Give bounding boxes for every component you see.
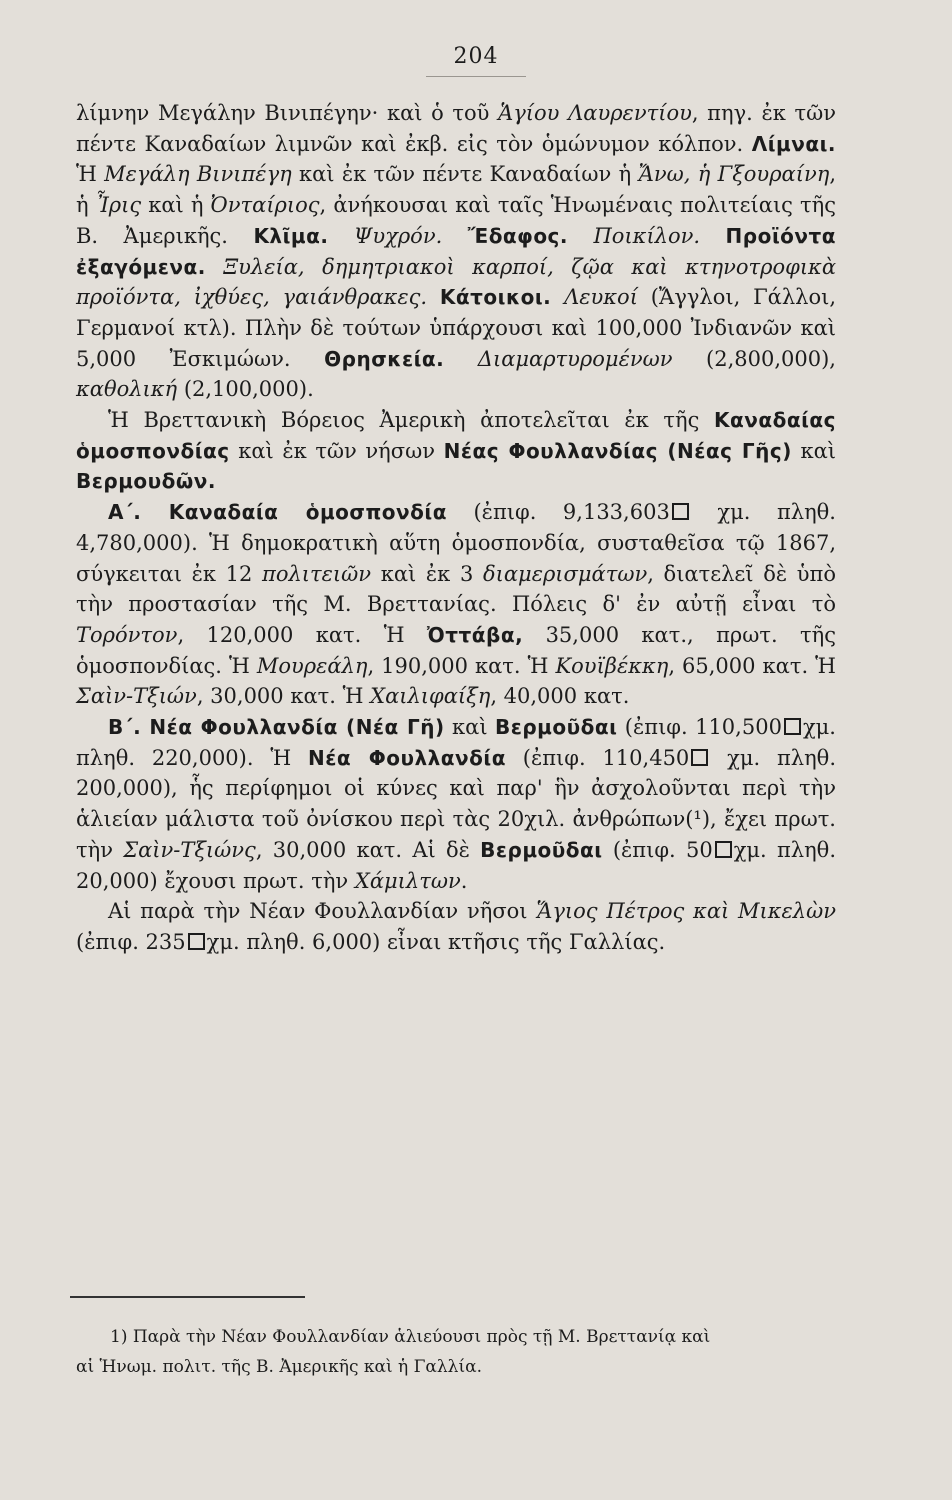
italic-run: Ἅγιος Πέτρος καὶ Μικελὼν: [536, 899, 836, 924]
text-run: καὶ: [791, 438, 836, 463]
section-heading: Κάτοικοι.: [439, 285, 552, 310]
section-heading: Β΄. Νέα Φουλλανδία (Νέα Γῆ): [108, 715, 445, 740]
italic-run: Κουϊβέκκη: [555, 653, 669, 678]
section-heading: Νέα Φουλλανδία: [308, 745, 506, 770]
page-body: [76, 98, 836, 958]
italic-run: Ψυχρόν.: [353, 223, 443, 248]
text-run: (2,800,000),: [672, 346, 836, 371]
paragraph-british-north-america: [76, 405, 836, 497]
text-run: (Ἄγγλοι, Γάλλοι, Γερμανοί κτλ). Πλὴν δὲ τούτων ὑπάρχουσι καὶ 100,000 Ἰνδιανῶν καὶ 5,000 Ἐσκιμώων.: [76, 285, 836, 371]
text-run: [206, 255, 224, 279]
text-run: , 40,000 κατ.: [490, 684, 630, 709]
text-run: καὶ ἐκ 3: [371, 561, 483, 586]
text-run: , 65,000 κατ. Ἡ: [668, 653, 836, 678]
italic-run: καθολική: [76, 377, 178, 402]
text-run: , πηγ. ἐκ τῶν πέντε Καναδαίων λιμνῶν καὶ ἐκβ. εἰς τὸν ὁμώνυμον κόλπον.: [76, 101, 836, 156]
section-heading: Λίμναι.: [751, 131, 836, 156]
italic-run: Σαὶν-Τξιώνς: [123, 837, 256, 862]
text-run: [568, 224, 593, 248]
italic-run: πολιτειῶν: [262, 561, 372, 586]
text-run: (ἐπιφ. 110,450: [505, 745, 690, 770]
section-heading: Καναδαίας ὁμοσπονδίας: [76, 408, 836, 463]
text-run: χμ. πληθ. 20,000) ἔχουσι πρωτ. τὴν: [76, 837, 836, 893]
italic-run: Μεγάλη Βινιπέγη: [104, 162, 292, 187]
text-run: [551, 285, 564, 309]
text-run: (ἐπιφ. 9,133,603: [446, 500, 670, 525]
text-run: καὶ ἡ: [141, 193, 211, 218]
paragraph-newfoundland-bermuda: [76, 712, 836, 896]
text-run: (ἐπιφ. 50: [602, 837, 713, 862]
square-unit-icon: [672, 503, 689, 520]
italic-run: Λευκοί: [564, 285, 638, 310]
text-run: [700, 224, 725, 248]
paragraph-saint-pierre-miquelon: [76, 896, 836, 957]
text-run: χμ. πληθ. 220,000). Ἡ: [76, 715, 836, 770]
italic-run: Ὀνταίριος: [210, 193, 320, 218]
footnote: [76, 1322, 836, 1382]
italic-run: Ποικίλον.: [593, 223, 701, 248]
section-heading: Κλῖμα.: [253, 223, 329, 248]
text-run: [427, 285, 440, 309]
text-run: καὶ ἐκ τῶν νήσων: [229, 438, 444, 463]
paragraph-lakes-climate: [76, 98, 836, 405]
italic-run: Χάμιλτων: [354, 868, 461, 893]
text-run: (2,100,000).: [177, 377, 314, 402]
section-heading: Ὀττάβα,: [426, 622, 524, 647]
italic-run: Διαμαρτυρομένων: [477, 346, 673, 371]
section-heading: Θρησκεία.: [324, 346, 445, 371]
text-run: (ἐπιφ. 235: [76, 929, 186, 954]
italic-run: Σαὶν-Τξιών: [76, 684, 197, 709]
text-run: , 30,000 κατ. Αἱ δὲ: [255, 837, 481, 862]
italic-run: Μουρεάλη: [256, 653, 368, 678]
text-run: , ἡ: [76, 162, 836, 218]
italic-run: Ξυλεία, δημητριακοὶ καρποί, ζῷα καὶ κτηνοτροφικὰ προϊόντα, ἰχθύες, γαιάνθρακες.: [76, 254, 836, 310]
italic-run: διαμερισμάτων: [482, 561, 648, 586]
italic-run: Χαιλιφαίξη: [370, 684, 491, 709]
text-run: , 30,000 κατ. Ἡ: [196, 684, 371, 709]
square-unit-icon: [188, 933, 205, 950]
square-unit-icon: [691, 749, 708, 766]
text-run: χμ. πληθ. 200,000), ἧς περίφημοι οἱ κύνες καὶ παρ' ἣν ἀσχολοῦνται περὶ τὴν ἁλιείαν μάλιστα τοῦ ὀνίσκου περὶ τὰς 20χιλ. ἀνθρώπων(¹), ἔχει πρωτ. τὴν: [76, 745, 836, 862]
text-run: [328, 224, 353, 248]
text-run: [444, 347, 478, 371]
square-unit-icon: [784, 718, 801, 735]
section-heading: Προϊόντα ἐξαγόμενα.: [76, 223, 837, 279]
section-heading: Βερμουδῶν.: [76, 469, 216, 494]
text-run: καὶ ἐκ τῶν πέντε Καναδαίων ἡ: [291, 162, 639, 187]
text-run: 35,000 κατ., πρωτ. τῆς ὁμοσπονδίας. Ἡ: [76, 622, 836, 678]
text-run: , 120,000 κατ. Ἡ: [177, 622, 427, 647]
text-run: Ἡ: [76, 162, 105, 187]
italic-run: Ἁγίου Λαυρεντίου: [498, 101, 692, 125]
italic-run: Τορόντον: [76, 622, 178, 647]
section-heading: Ἔδαφος.: [467, 223, 569, 248]
text-run: .: [460, 868, 468, 893]
footnote-line: 1) Παρὰ τὴν Νέαν Φουλλανδίαν ἁλιεύουσι πρὸς τῇ Μ. Βρεττανίᾳ καὶ: [110, 1327, 711, 1347]
text-run: , ἀνήκουσαι καὶ ταῖς Ἡνωμέναις πολιτείαις τῆς Β. Ἀμερικῆς.: [76, 193, 836, 248]
section-heading: Νέας Φουλλανδίας (Νέας Γῆς): [443, 438, 792, 463]
section-heading: Α΄. Καναδαία ὁμοσπονδία: [108, 500, 447, 525]
text-run: [442, 224, 467, 248]
section-heading: Βερμοῦδαι: [494, 715, 618, 740]
text-run: χμ. πληθ. 6,000) εἶναι κτῆσις τῆς Γαλλίας.: [206, 929, 666, 954]
text-run: , διατελεῖ δὲ ὑπὸ τὴν προστασίαν τῆς Μ. Βρεττανίας. Πόλεις δ' ἐν αὐτῇ εἶναι τὸ: [76, 561, 836, 617]
text-run: (ἐπιφ. 110,500: [617, 715, 782, 740]
text-run: Ἡ Βρεττανικὴ Βόρειος Ἀμερικὴ ἀποτελεῖται ἐκ τῆς: [108, 408, 715, 433]
header-rule: [426, 76, 526, 77]
text-run: καὶ: [444, 715, 495, 740]
footnote-line: αἱ Ἡνωμ. πολιτ. τῆς Β. Ἀμερικῆς καὶ ἡ Γαλλία.: [76, 1357, 483, 1377]
square-unit-icon: [715, 841, 732, 858]
page-number: 204: [453, 44, 499, 69]
paragraph-canada-federation: [76, 497, 836, 712]
text-run: χμ. πληθ. 4,780,000). Ἡ δημοκρατικὴ αὕτη ὁμοσπονδία, συσταθεῖσα τῷ 1867, σύγκειται ἐκ 12: [76, 500, 836, 586]
italic-run: Ἶρις: [95, 193, 142, 218]
text-run: , 190,000 κατ. Ἡ: [367, 653, 556, 678]
text-run: λίμνην Μεγάλην Βινιπέγην· καὶ ὁ τοῦ: [76, 101, 499, 125]
footnote-rule: [70, 1296, 305, 1298]
section-heading: Βερμοῦδαι: [480, 837, 603, 862]
text-run: Αἱ παρὰ τὴν Νέαν Φουλλανδίαν νῆσοι: [108, 899, 537, 924]
italic-run: Ἄνω, ἡ Γξουραίνη: [638, 162, 830, 187]
